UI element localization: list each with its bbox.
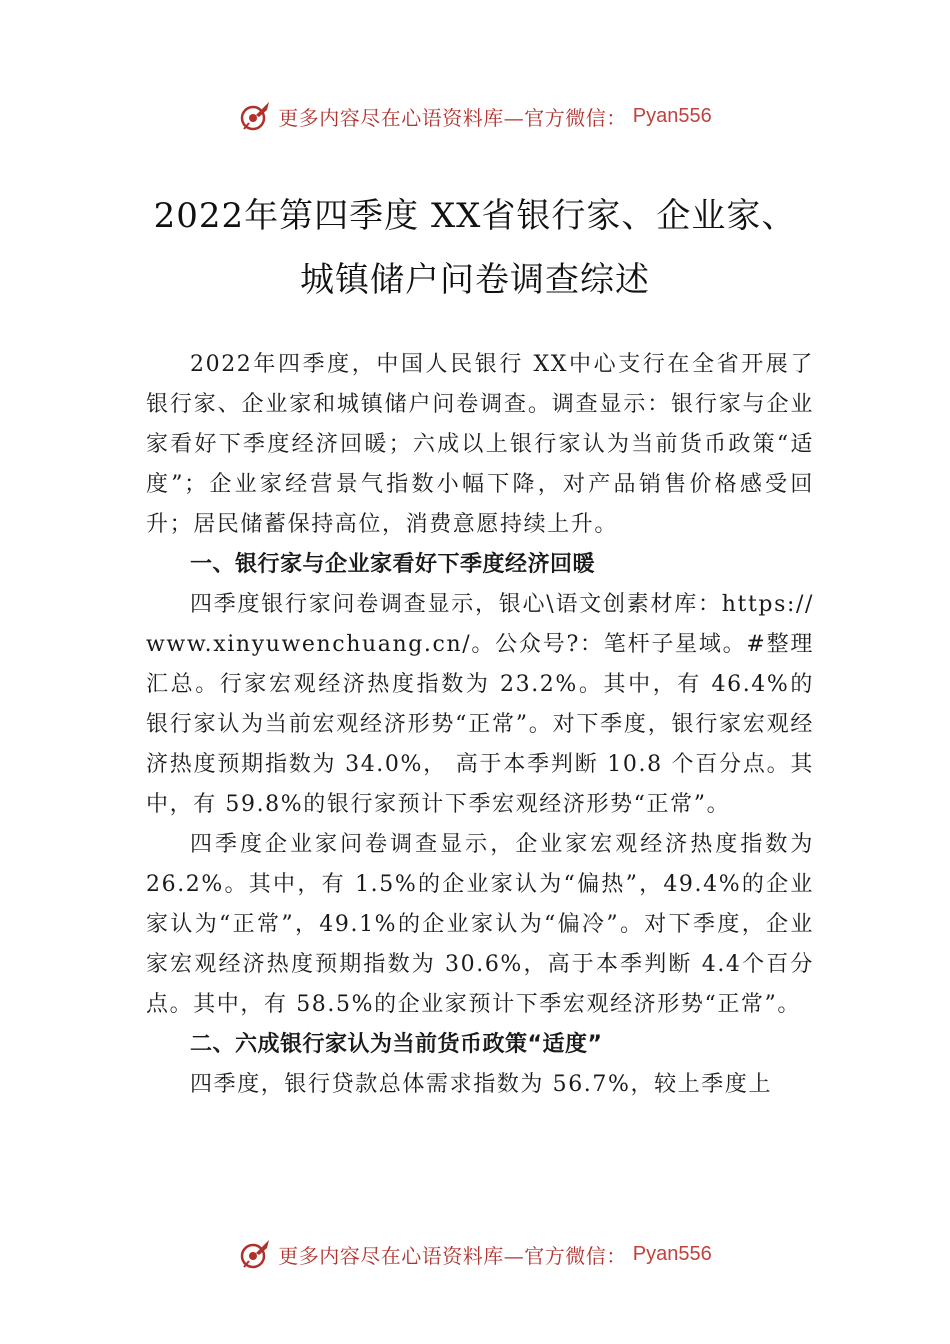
banner-wechat-id: Pyan556 — [632, 104, 712, 127]
quill-logo-icon — [238, 1237, 272, 1271]
document-title-line-1: 2022年第四季度 XX省银行家、企业家、 — [153, 196, 797, 236]
banner-wechat-id: Pyan556 — [632, 1242, 712, 1265]
section-heading-2: 二、六成银行家认为当前货币政策“适度” — [190, 1032, 603, 1057]
paragraph-bankers: 四季度银行家问卷调查显示，银心\语文创素材库：https://www.xinyuwenchuang.cn/。公众号?：笔杆子星域。#整理汇总。行家宏观经济热度指数为 23.2%。其中，有 46.4%的银行家认为当前宏观经济形势“正常”。对下季度，银行家宏观经济热度预期指数为 34.0%， 高于本季判断 10.8 个百分点。其中，有 59.8%的银行家预计下季宏观经济形势“正常”。 — [146, 592, 814, 817]
document-body — [146, 345, 814, 1105]
footer-banner — [0, 1234, 950, 1274]
intro-paragraph: 2022年四季度，中国人民银行 XX中心支行在全省开展了银行家、企业家和城镇储户问卷调查。调查显示：银行家与企业家看好下季度经济回暖；六成以上银行家认为当前货币政策“适度”；企业家经营景气指数小幅下降，对产品销售价格感受回升；居民储蓄保持高位，消费意愿持续上升。 — [146, 352, 814, 537]
banner-text: 更多内容尽在心语资料库—官方微信： — [278, 1243, 627, 1268]
paragraph-entrepreneurs: 四季度企业家问卷调查显示，企业家宏观经济热度指数为 26.2%。其中，有 1.5%的企业家认为“偏热”，49.4%的企业家认为“正常”，49.1%的企业家认为“偏冷”。对下季度，企业家宏观经济热度预期指数为 30.6%，高于本季判断 4.4个百分点。其中，有 58.5%的企业家预计下季宏观经济形势“正常”。 — [146, 832, 814, 1017]
document-title-line-2: 城镇储户问卷调查综述 — [300, 260, 650, 300]
banner-text: 更多内容尽在心语资料库—官方微信： — [278, 105, 627, 130]
header-banner — [0, 96, 950, 136]
paragraph-loan-demand: 四季度，银行贷款总体需求指数为 56.7%，较上季度上 — [190, 1072, 773, 1097]
section-heading-1: 一、银行家与企业家看好下季度经济回暖 — [190, 552, 596, 577]
quill-logo-icon — [238, 99, 272, 133]
